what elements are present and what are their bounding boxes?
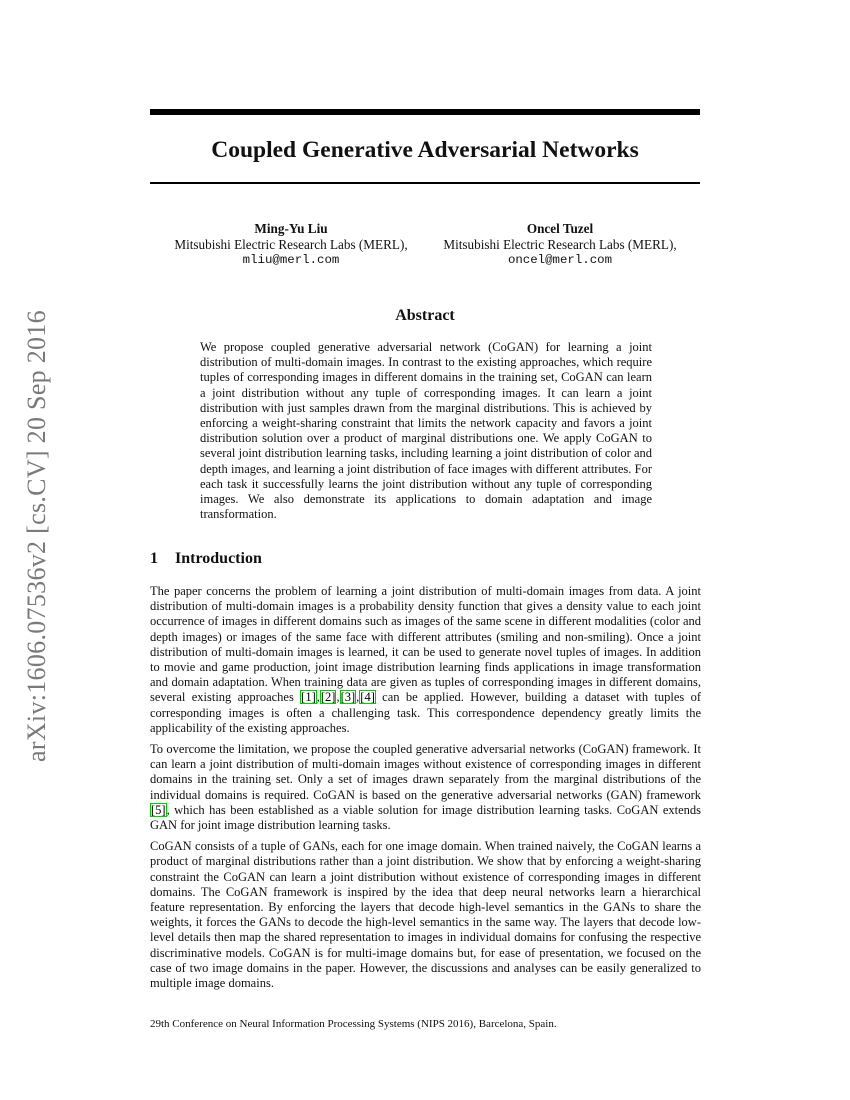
paragraph-text: can be applied. However, building a dataset with tuples of corresponding images is often a challenging task. This correspondence dependency greatly limits the applicability of the existing approaches. (150, 690, 701, 735)
paragraph-text: To overcome the limitation, we propose the coupled generative adversarial networks (CoGAN) framework. It can learn a joint distribution of multi-domain images without existence of corresponding images in different domains in the training set. Only a set of images drawn separately from the marginal distributions of the individual domains is required. CoGAN is based on the generative adversarial networks (GAN) framework (150, 742, 701, 802)
paragraph: The paper concerns the problem of learning a joint distribution of multi-domain images from data. A joint distribution of multi-domain images is a probability density function that gives a density value to each joint occurrence of images in different domains such as images of the same scene in different modalities (color and depth images) or images of the same face with different attributes (smiling and non-smiling). Once a joint distribution of multi-domain images is learned, it can be used to generate novel tuples of images. In addition to movie and game production, joint image distribution learning finds applications in image transformation and domain adaptation. When training data are given as tuples of corresponding images in different domains, several existing approaches [1],[2],[3],[4] can be applied. However, building a dataset with tuples of corresponding images is often a challenging task. This correspondence dependency greatly limits the applicability of the existing approaches. (150, 584, 701, 735)
author-email[interactable]: mliu@merl.com (242, 252, 340, 267)
paper-title: Coupled Generative Adversarial Networks (211, 137, 639, 163)
abstract-heading: Abstract (395, 307, 455, 324)
author-name: Ming-Yu Liu (254, 221, 328, 236)
author-block (420, 221, 700, 268)
author-affiliation: Mitsubishi Electric Research Labs (MERL), (174, 236, 408, 252)
citation-link[interactable]: [3] (340, 690, 356, 705)
title-top-rule (150, 109, 700, 115)
section-title: Introduction (175, 550, 262, 567)
paragraph (150, 742, 701, 833)
paragraph-text: The paper concerns the problem of learning a joint distribution of multi-domain images from data. A joint distribution of multi-domain images is a probability density function that gives a density value to each joint occurrence of images in different domains such as images of the same scene in different modalities (color and depth images) or images of the same face with different attributes (smiling and non-smiling). Once a joint distribution of multi-domain images is learned, it can be used to generate novel tuples of images. In addition to movie and game production, joint image distribution learning finds applications in image transformation and domain adaptation. When training data are given as tuples of corresponding images in different domains, several existing approaches (150, 584, 701, 705)
arxiv-identifier: arXiv:1606.07536v2 [cs.CV] 20 Sep 2016 (22, 310, 51, 762)
author-email[interactable]: oncel@merl.com (507, 252, 613, 267)
section-number: 1 (150, 550, 158, 567)
author-name: Oncel Tuzel (526, 221, 594, 236)
section-heading (150, 549, 262, 569)
author-block (151, 221, 431, 268)
citation-link[interactable]: [5] (151, 802, 166, 817)
citation-link[interactable]: [2] (320, 690, 336, 705)
abstract-text: We propose coupled generative adversarial network (CoGAN) for learning a joint distribution of multi-domain images. In contrast to the existing approaches, which require tuples of corresponding images in different domains in the training set, CoGAN can learn a joint distribution without any tuple of corresponding images. It can learn a joint distribution with just samples drawn from the marginal distributions. This is achieved by enforcing a weight-sharing constraint that limits the network capacity and favors a joint distribution solution over a product of marginal distributions one. We apply CoGAN to several joint distribution learning tasks, including learning a joint distribution of color and depth images, and learning a joint distribution of face images with different attributes. For each task it successfully learns the joint distribution without any tuple of corresponding images. We also demonstrate its applications to domain adaptation and image transformation. (200, 340, 652, 522)
citation-link[interactable]: [1] (301, 690, 316, 705)
section-body (150, 584, 701, 997)
citation-link[interactable]: [4] (360, 690, 375, 705)
paragraph: CoGAN consists of a tuple of GANs, each for one image domain. When trained naively, the CoGAN learns a product of marginal distributions rather than a joint distribution. We show that by enforcing a weight-sharing constraint the CoGAN can learn a joint distribution without existence of corresponding images in different domains. The CoGAN framework is inspired by the idea that deep neural networks learn a hierarchical feature representation. By enforcing the layers that decode high-level semantics in the GANs to share the weights, it forces the GANs to decode the high-level semantics in the same way. The layers that decode low-level details then map the shared representation to images in individual domains for confusing the respective discriminative models. CoGAN is for multi-image domains but, for ease of presentation, we focused on the case of two image domains in the paper. However, the discussions and analyses can be easily generalized to multiple image domains. (150, 839, 701, 991)
conference-footnote: 29th Conference on Neural Information Processing Systems (NIPS 2016), Barcelona, Spain. (150, 1018, 557, 1030)
paragraph-text: , which has been established as a viable solution for image distribution learning tasks. CoGAN extends GAN for joint image distribution learning tasks. (150, 802, 701, 833)
title-bottom-rule (150, 182, 700, 184)
author-affiliation: Mitsubishi Electric Research Labs (MERL), (443, 236, 677, 252)
